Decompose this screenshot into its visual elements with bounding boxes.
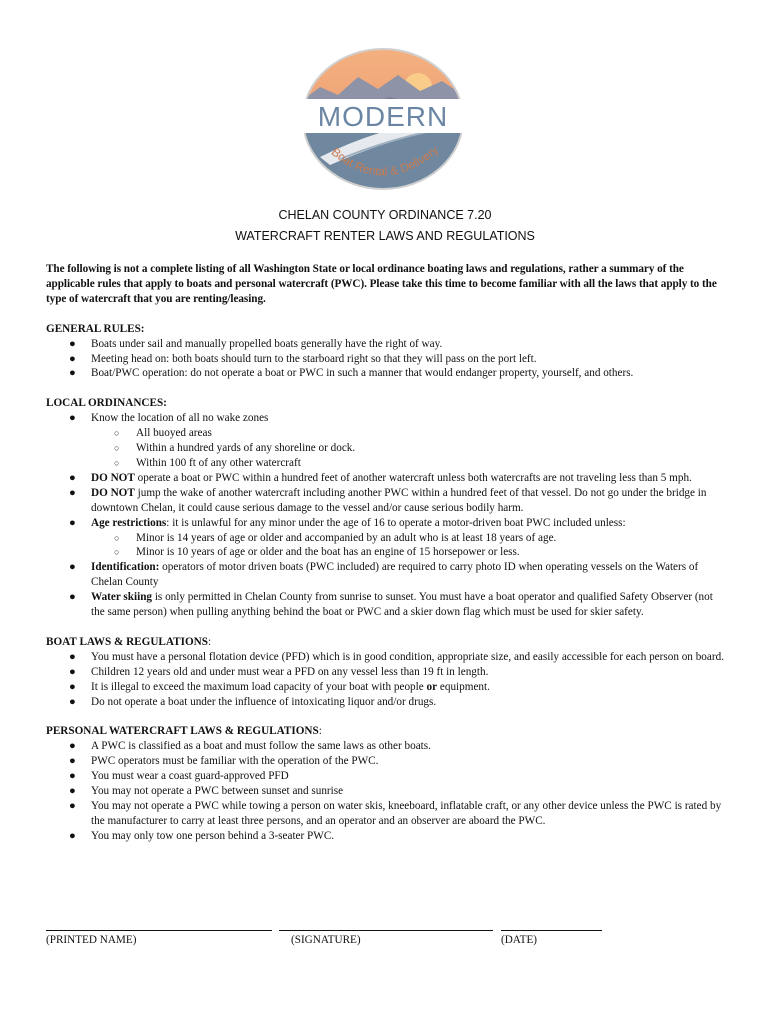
document-body [46, 262, 726, 859]
logo-tagline-text: Boat Rental & Delivery [328, 142, 442, 179]
sub-bullet-icon: ○ [114, 443, 120, 454]
list-item: ● Identification: operators of motor driven boats (PWC included) are required to carry photo ID when operating vessels on the Waters of Chelan County [69, 561, 699, 589]
bullet-icon: ● [69, 591, 76, 604]
bullet-icon: ● [69, 471, 76, 484]
list-item: ● Know the location of all no wake zones ○ All buoyed areas ○ Within a hundred yards of any shoreline or dock. ○ Within 100 ft of any other watercraft [91, 411, 726, 471]
list-item: ● Meeting head on: both boats should turn to the starboard right so that they will pass on the port left. [69, 352, 537, 365]
date-field[interactable] [501, 918, 602, 948]
bullet-icon: ● [69, 337, 76, 350]
list-item: ● Do not operate a boat under the influence of intoxicating liquor and/or drugs. [69, 695, 437, 708]
date-line[interactable] [501, 918, 602, 931]
modern-boat-rental-logo [300, 47, 466, 192]
local-ordinances-section [46, 396, 726, 620]
sub-list-item: ○ Minor is 14 years of age or older and accompanied by an adult who is at least 18 years of age. [114, 531, 557, 544]
general-rules-heading: GENERAL RULES: [46, 322, 145, 335]
bullet-icon: ● [69, 665, 76, 678]
bullet-icon: ● [69, 367, 76, 380]
bullet-icon: ● [69, 650, 76, 663]
sub-list-item: ○ Within a hundred yards of any shoreline or dock. [114, 442, 356, 455]
bullet-icon: ● [69, 486, 76, 499]
list-item: ● DO NOT operate a boat or PWC within a hundred feet of another watercraft unless both watercrafts are not traveling less than 5 mph. [69, 471, 692, 484]
sub-bullet-icon: ○ [114, 547, 120, 558]
list-item: ● You may only tow one person behind a 3-seater PWC. [69, 829, 335, 842]
list-item: ● PWC operators must be familiar with the operation of the PWC. [69, 755, 379, 768]
signature-label: (SIGNATURE) [291, 934, 361, 946]
pwc-laws-section [46, 724, 726, 843]
document-titles [0, 205, 770, 247]
intro-paragraph: The following is not a complete listing of all Washington State or local ordinance boating laws and regulations, rather a summary of the applicable rules that apply to boats and personal watercraft (PWC). Please take this time to become familiar with all the laws that apply to the type of watercraft that you are renting/leasing. [46, 263, 717, 305]
logo-brand-text: MODERN [317, 101, 449, 132]
printed-name-field[interactable] [46, 918, 272, 948]
bullet-icon: ● [69, 695, 76, 708]
list-item: ● Age restrictions: it is unlawful for any minor under the age of 16 to operate a motor-driven boat PWC included unless: ○ Minor is 14 years of age or older and accompanied by an adult who is at least 18 years of age. ○ Minor is 10 years of age or older and the boat has an engine of 15 horsepower or less. [91, 516, 726, 561]
printed-name-label: (PRINTED NAME) [46, 934, 137, 946]
date-label: (DATE) [501, 934, 538, 946]
title-regulations: WATERCRAFT RENTER LAWS AND REGULATIONS [235, 229, 535, 243]
bullet-icon: ● [69, 740, 76, 753]
sub-bullet-icon: ○ [114, 428, 120, 439]
bullet-icon: ● [69, 785, 76, 798]
bullet-icon: ● [69, 516, 76, 529]
sub-bullet-icon: ○ [114, 532, 120, 543]
list-item: ● You must have a personal flotation device (PFD) which is in good condition, appropriate size, and easily accessible for each person on board. [69, 650, 724, 663]
title-ordinance: CHELAN COUNTY ORDINANCE 7.20 [278, 208, 492, 222]
sub-list-item: ○ Minor is 10 years of age or older and the boat has an engine of 15 horsepower or less. [114, 546, 520, 559]
bullet-icon: ● [69, 770, 76, 783]
list-item: ● Boat/PWC operation: do not operate a boat or PWC in such a manner that would endanger property, yourself, and others. [69, 367, 634, 380]
list-item: ● Water skiing is only permitted in Chelan County from sunrise to sunset. You must have a boat operator and qualified Safety Observer (not the same person) when pulling anything behind the boat or PWC and a skier down flag which must be used for skier safety. [69, 591, 713, 619]
general-rules-section [46, 322, 726, 382]
bullet-icon: ● [69, 755, 76, 768]
list-item: ● Children 12 years old and under must wear a PFD on any vessel less than 19 ft in length. [69, 665, 489, 678]
boat-laws-heading: BOAT LAWS & REGULATIONS: [46, 635, 212, 648]
list-item: ● You may not operate a PWC between sunset and sunrise [69, 785, 344, 798]
list-item: ● Boats under sail and manually propelled boats generally have the right of way. [69, 337, 443, 350]
bullet-icon: ● [69, 412, 76, 425]
signature-field[interactable] [279, 918, 493, 948]
bullet-icon: ● [69, 800, 76, 812]
bullet-icon: ● [69, 680, 76, 693]
bullet-icon: ● [69, 561, 76, 574]
printed-name-line[interactable] [46, 918, 272, 931]
sub-list-item: ○ All buoyed areas [114, 427, 212, 440]
bullet-icon: ● [69, 829, 76, 842]
pwc-laws-heading: PERSONAL WATERCRAFT LAWS & REGULATIONS: [46, 725, 322, 738]
sub-bullet-icon: ○ [114, 457, 120, 468]
signature-line[interactable] [279, 918, 493, 931]
local-ordinances-heading: LOCAL ORDINANCES: [46, 397, 167, 410]
list-item: ● It is illegal to exceed the maximum load capacity of your boat with people or equipment. [69, 680, 490, 693]
sub-list-item: ○ Within 100 ft of any other watercraft [114, 456, 301, 469]
boat-laws-section [46, 635, 726, 710]
list-item: ● You must wear a coast guard-approved PFD [69, 770, 289, 783]
bullet-icon: ● [69, 352, 76, 365]
list-item: ● A PWC is classified as a boat and must follow the same laws as other boats. [69, 740, 431, 753]
list-item: ● You may not operate a PWC while towing a person on water skis, kneeboard, inflatable craft, or any other device unless the PWC is rated by the manufacturer to carry at least three persons, and an operator and an observer are aboard the PWC. [69, 800, 722, 827]
list-item: ● DO NOT jump the wake of another watercraft including another PWC within a hundred feet of that vessel. Do not go under the bridge in downtown Chelan, it could cause serious damage to the vessel and/or cause serious bodily harm. [69, 486, 707, 514]
